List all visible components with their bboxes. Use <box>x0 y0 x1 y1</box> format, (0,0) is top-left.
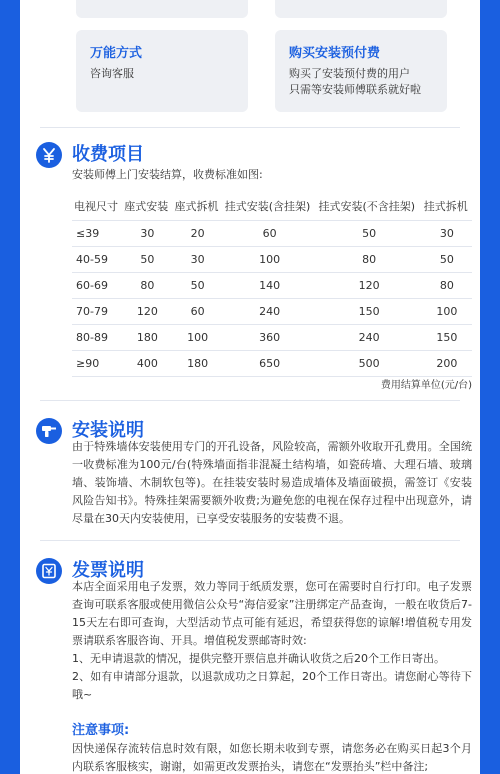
notice-text: 因快递保存流转信息时效有限，如您长期未收到专票，请您务必在购买日起3个月内联系客服核实，谢谢，如需更改发票抬头，请您在“发票抬头”栏中备注; <box>72 742 472 773</box>
yen-icon <box>36 142 62 168</box>
table-cell: 240 <box>223 299 317 325</box>
table-cell: 60 <box>172 299 222 325</box>
table-row <box>72 351 472 377</box>
table-cell: 50 <box>422 247 472 273</box>
table-cell: 150 <box>316 299 421 325</box>
table-cell: 500 <box>316 351 421 377</box>
card-universal-method <box>76 30 248 112</box>
table-cell: ≥90 <box>72 351 122 377</box>
install-title: 安装说明 <box>72 420 144 441</box>
invoice-item: 2、如有申请部分退款，以退款成功之日算起，20个工作日寄出。请您耐心等待下哦~ <box>72 670 472 701</box>
card-title: 万能方式 <box>90 46 143 61</box>
invoice-icon <box>36 558 62 584</box>
header-cell: 电视尺寸 <box>72 192 122 221</box>
header-cell: 挂式拆机 <box>422 192 472 221</box>
table-row <box>72 325 472 351</box>
table-cell: 80 <box>316 247 421 273</box>
table-cell: 30 <box>122 221 172 247</box>
header-cell: 座式安装 <box>122 192 172 221</box>
table-cell: 100 <box>422 299 472 325</box>
content-panel <box>20 0 480 774</box>
table-cell: 20 <box>172 221 222 247</box>
table-cell: 140 <box>223 273 317 299</box>
table-row <box>72 299 472 325</box>
table-cell: 650 <box>223 351 317 377</box>
table-cell: 30 <box>172 247 222 273</box>
table-cell: 240 <box>316 325 421 351</box>
fees-title: 收费项目 <box>72 144 144 165</box>
header-cell: 挂式安装(不含挂架) <box>316 192 421 221</box>
invoice-title: 发票说明 <box>72 560 144 581</box>
table-cell: 60-69 <box>72 273 122 299</box>
table-cell: 180 <box>172 351 222 377</box>
card-stub-right <box>275 0 447 18</box>
table-cell: 120 <box>316 273 421 299</box>
divider <box>40 400 460 401</box>
table-cell: 70-79 <box>72 299 122 325</box>
install-text: 由于特殊墙体安装使用专门的开孔设备，风险较高，需额外收取开孔费用。全国统一收费标准为100元/台(特殊墙面指非混凝土结构墙，如瓷砖墙、大理石墙、玻璃墙、装饰墙、木制软包等)。在挂装安装时易造成墙体及墙面破损，需签订《安装风险告知书》。特殊挂架需要额外收费;为避免您的电视在保存过程中出现意外，请尽量在30天内安装使用，已享受安装服务的安装费不退。 <box>72 440 472 525</box>
card-desc: 购买了安装预付费的用户 只需等安装师傅联系就好啦 <box>289 67 421 96</box>
drill-icon <box>36 418 62 444</box>
table-cell: 400 <box>122 351 172 377</box>
table-cell: 30 <box>422 221 472 247</box>
notice-title: 注意事项: <box>72 723 130 738</box>
invoice-text <box>72 578 472 704</box>
table-row <box>72 221 472 247</box>
table-row <box>72 247 472 273</box>
invoice-item: 1、无申请退款的情况，提供完整开票信息并确认收货之后20个工作日寄出。 <box>72 652 445 665</box>
table-cell: 50 <box>122 247 172 273</box>
table-row <box>72 273 472 299</box>
table-cell: 80 <box>422 273 472 299</box>
table-cell: ≤39 <box>72 221 122 247</box>
table-cell: 200 <box>422 351 472 377</box>
card-title: 购买安装预付费 <box>289 46 381 61</box>
table-cell: 80 <box>122 273 172 299</box>
service-cards <box>76 0 448 112</box>
table-cell: 150 <box>422 325 472 351</box>
table-cell: 100 <box>223 247 317 273</box>
table-cell: 120 <box>122 299 172 325</box>
header-cell: 座式拆机 <box>172 192 222 221</box>
fee-unit-note: 费用结算单位(元/台) <box>380 380 472 391</box>
invoice-paragraph: 本店全面采用电子发票，效力等同于纸质发票，您可在需要时自行打印。电子发票查询可联系客服或使用微信公众号“海信爱家”注册绑定产品查询，一般在收货后7-15天左右即可查询，大型活动节点可能有延迟，希望获得您的谅解!增值税专用发票请联系客服咨询、开具。增值税发票邮寄时效: <box>72 580 472 647</box>
divider <box>40 540 460 541</box>
divider <box>40 127 460 128</box>
table-cell: 360 <box>223 325 317 351</box>
table-cell: 60 <box>223 221 317 247</box>
table-cell: 80-89 <box>72 325 122 351</box>
card-desc: 咨询客服 <box>90 67 134 80</box>
fees-table <box>72 192 472 377</box>
table-cell: 50 <box>316 221 421 247</box>
fees-subtitle: 安装师傅上门安装结算，收费标准如图: <box>72 168 263 181</box>
table-cell: 180 <box>122 325 172 351</box>
table-header-row <box>72 192 472 221</box>
card-stub-left <box>76 0 248 18</box>
table-cell: 100 <box>172 325 222 351</box>
card-prepaid-install <box>275 30 447 112</box>
header-cell: 挂式安装(含挂架) <box>223 192 317 221</box>
table-cell: 50 <box>172 273 222 299</box>
table-cell: 40-59 <box>72 247 122 273</box>
